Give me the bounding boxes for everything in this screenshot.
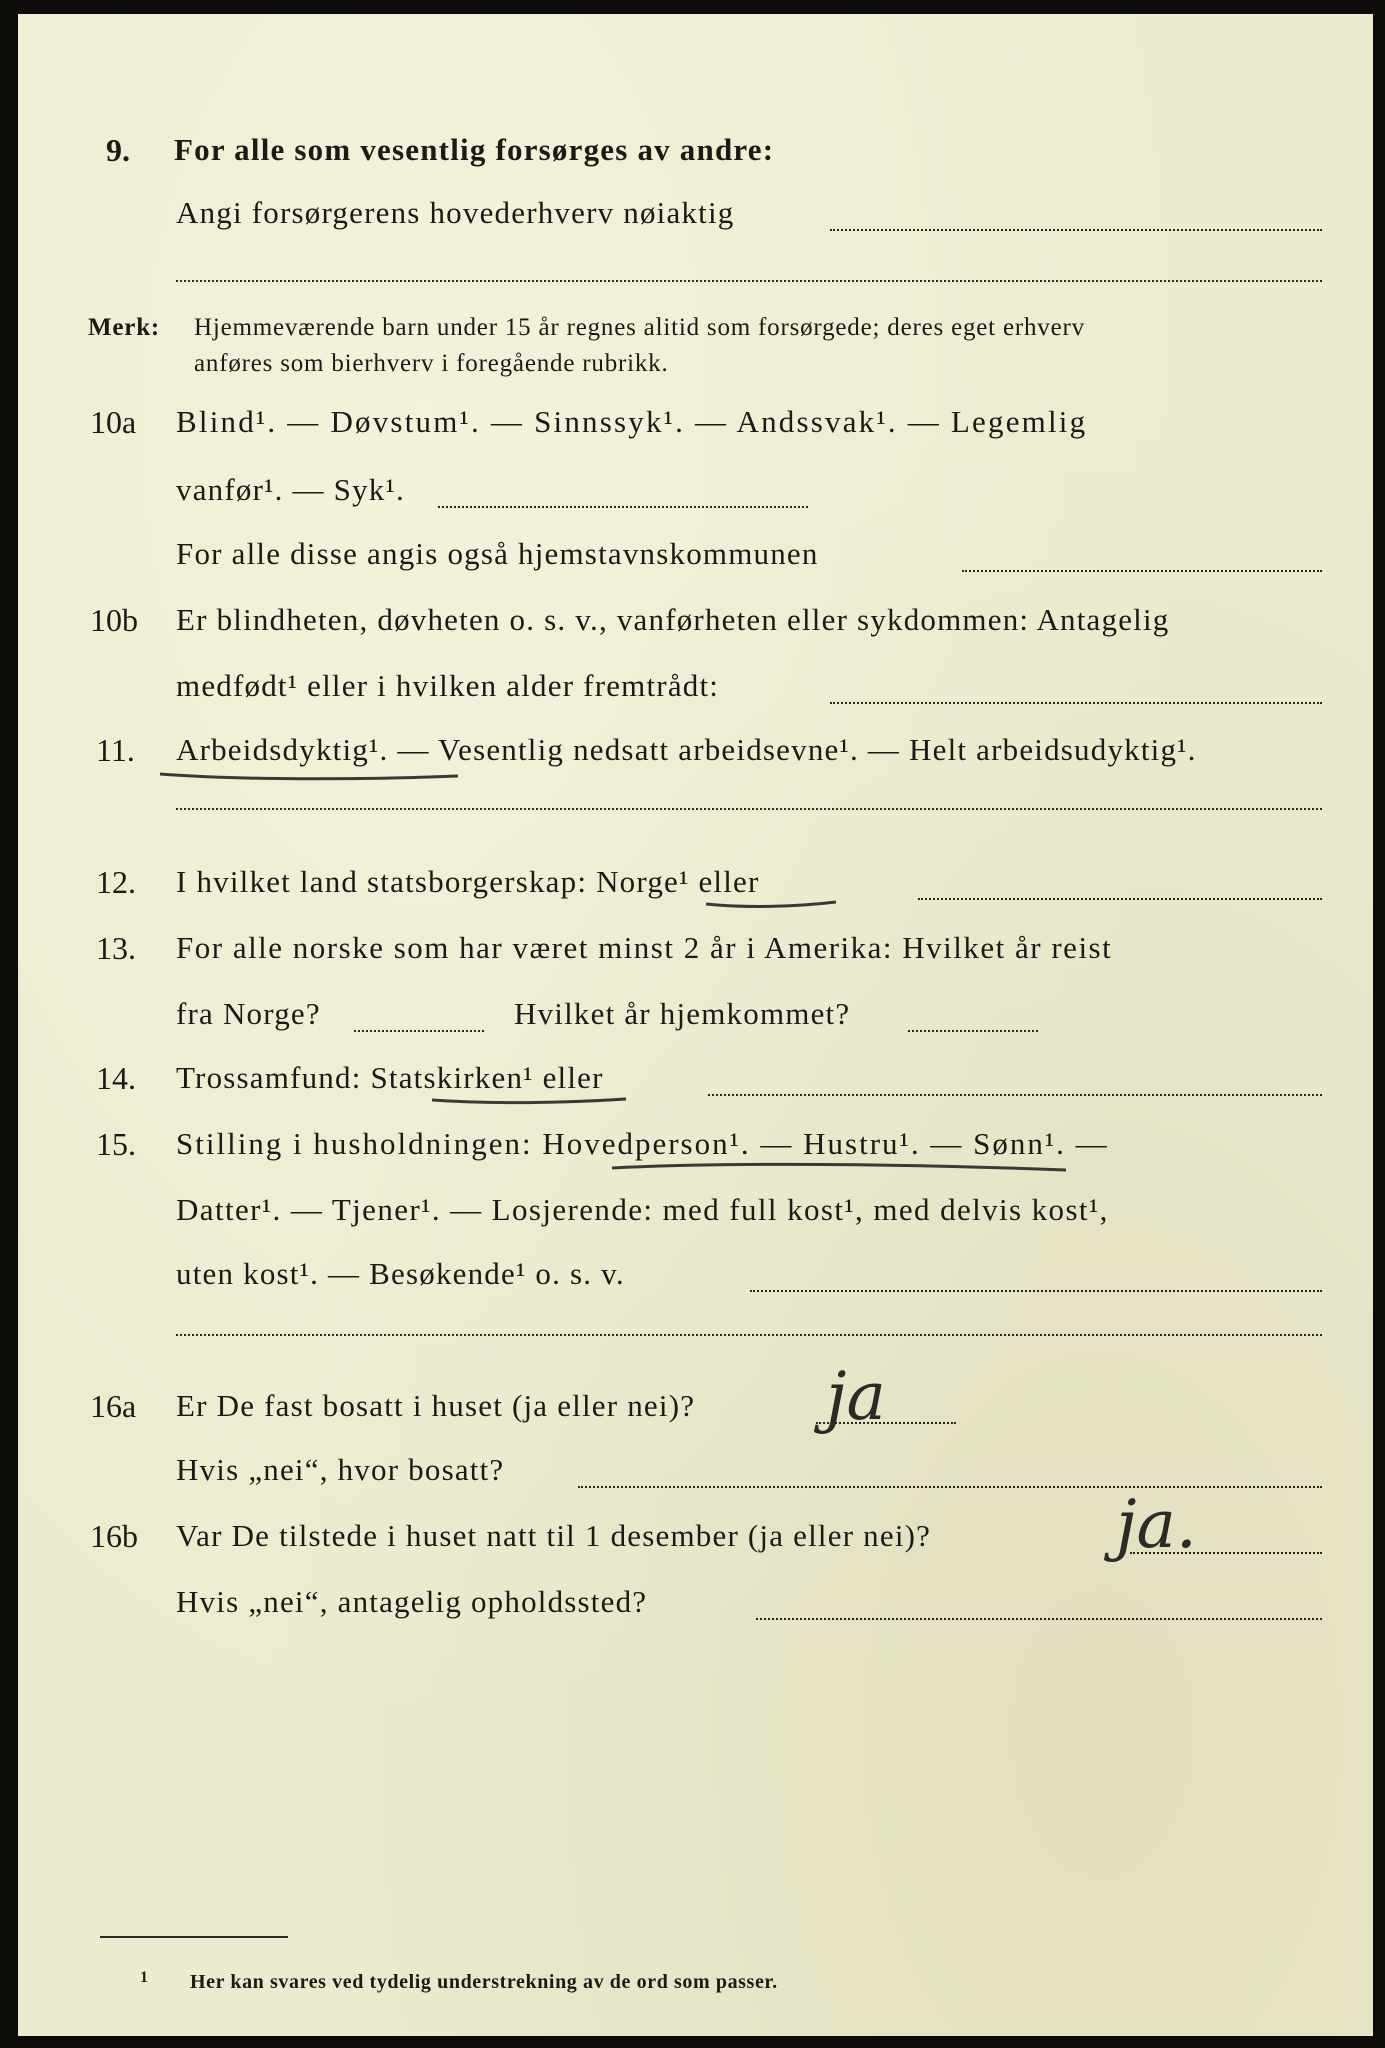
- question-text: Er blindheten, døvheten o. s. v., vanførheten eller sykdommen: Antagelig: [176, 602, 1170, 637]
- question-number: 9.: [106, 132, 130, 168]
- question-text: Datter¹. — Tjener¹. — Losjerende: med full kost¹, med delvis kost¹,: [176, 1192, 1109, 1227]
- footnote: [18, 1958, 1373, 2008]
- answer-line[interactable]: [354, 1030, 484, 1032]
- question-15-line-3: [18, 1250, 1373, 1300]
- question-10a: [18, 398, 1373, 448]
- handwritten-underline: [610, 1158, 1070, 1178]
- question-14: [18, 1054, 1373, 1104]
- question-title: For alle som vesentlig forsørges av andre:: [174, 132, 775, 167]
- census-form-page: [18, 14, 1373, 2036]
- note-text: Hjemmeværende barn under 15 år regnes alitid som forsørgede; deres eget erhverv: [194, 314, 1085, 341]
- question-text: fra Norge?: [176, 996, 321, 1031]
- answer-line[interactable]: [176, 1334, 1322, 1336]
- question-text: Er De fast bosatt i huset (ja eller nei)?: [176, 1388, 696, 1423]
- handwritten-answer: ja.: [1116, 1486, 1197, 1563]
- answer-line[interactable]: [176, 280, 1322, 282]
- question-text: Arbeidsdyktig¹. — Vesentlig nedsatt arbeidsevne¹. — Helt arbeidsudyktig¹.: [176, 732, 1197, 767]
- note-line-2: [18, 340, 1373, 390]
- question-text: Hvis „nei“, hvor bosatt?: [176, 1452, 505, 1487]
- footnote-rule: [100, 1936, 288, 1938]
- question-12: [18, 858, 1373, 908]
- question-10b: [18, 596, 1373, 646]
- question-text: uten kost¹. — Besøkende¹ o. s. v.: [176, 1256, 625, 1291]
- answer-line[interactable]: [830, 702, 1322, 704]
- question-number: 14.: [96, 1060, 136, 1096]
- note-label: Merk:: [88, 314, 161, 341]
- question-10a-line-2: [18, 466, 1373, 516]
- question-9-line: [18, 189, 1373, 239]
- question-text: Blind¹. — Døvstum¹. — Sinnssyk¹. — Andssvak¹. — Legemlig: [176, 404, 1088, 439]
- question-number: 10a: [90, 404, 137, 440]
- question-text: Angi forsørgerens hovederhverv nøiaktig: [176, 195, 735, 230]
- question-13-line-2: [18, 990, 1373, 1040]
- handwritten-underline: [158, 766, 468, 786]
- question-number: 10b: [90, 602, 138, 638]
- question-10b-line-2: [18, 662, 1373, 712]
- answer-line[interactable]: [830, 229, 1322, 231]
- question-10a-line-3: [18, 530, 1373, 580]
- question-number: 16a: [90, 1388, 137, 1424]
- question-number: 15.: [96, 1126, 136, 1162]
- question-text: Trossamfund: Statskirken¹ eller: [176, 1060, 604, 1095]
- question-text: I hvilket land statsborgerskap: Norge¹ eller: [176, 864, 760, 899]
- handwritten-underline: [704, 894, 844, 914]
- answer-line[interactable]: [708, 1094, 1322, 1096]
- question-15-line-2: [18, 1186, 1373, 1236]
- handwritten-underline: [430, 1090, 630, 1110]
- answer-line[interactable]: [756, 1618, 1322, 1620]
- answer-line[interactable]: [438, 506, 808, 508]
- question-text: Hvilket år hjemkommet?: [514, 996, 851, 1031]
- footnote-text: Her kan svares ved tydelig understrekning av de ord som passer.: [190, 1971, 778, 1993]
- question-number: 13.: [96, 930, 136, 966]
- question-text: For alle norske som har været minst 2 år i Amerika: Hvilket år reist: [176, 930, 1113, 965]
- footnote-mark: 1: [140, 1969, 149, 1986]
- handwritten-answer: ja: [826, 1358, 886, 1435]
- question-text: medfødt¹ eller i hvilken alder fremtrådt:: [176, 668, 720, 703]
- question-9: [18, 126, 1373, 176]
- answer-line[interactable]: [962, 570, 1322, 572]
- answer-line[interactable]: [908, 1030, 1038, 1032]
- question-text: vanfør¹. — Syk¹.: [176, 472, 405, 507]
- question-text: Stilling i husholdningen: Hovedperson¹. — Hustru¹. — Sønn¹. —: [176, 1126, 1109, 1161]
- answer-line[interactable]: [918, 898, 1322, 900]
- question-13: [18, 924, 1373, 974]
- question-text: Var De tilstede i huset natt til 1 desember (ja eller nei)?: [176, 1518, 932, 1553]
- question-number: 11.: [96, 732, 135, 768]
- question-number: 16b: [90, 1518, 138, 1554]
- question-16a: [18, 1382, 1373, 1432]
- answer-line[interactable]: [578, 1486, 1322, 1488]
- question-text: For alle disse angis også hjemstavnskommunen: [176, 536, 819, 571]
- question-number: 12.: [96, 864, 136, 900]
- question-text: Hvis „nei“, antagelig opholdssted?: [176, 1584, 648, 1619]
- note-text: anføres som bierhverv i foregående rubrikk.: [194, 350, 669, 377]
- answer-line[interactable]: [750, 1290, 1322, 1292]
- answer-line[interactable]: [176, 808, 1322, 810]
- question-16b-line-2: [18, 1578, 1373, 1628]
